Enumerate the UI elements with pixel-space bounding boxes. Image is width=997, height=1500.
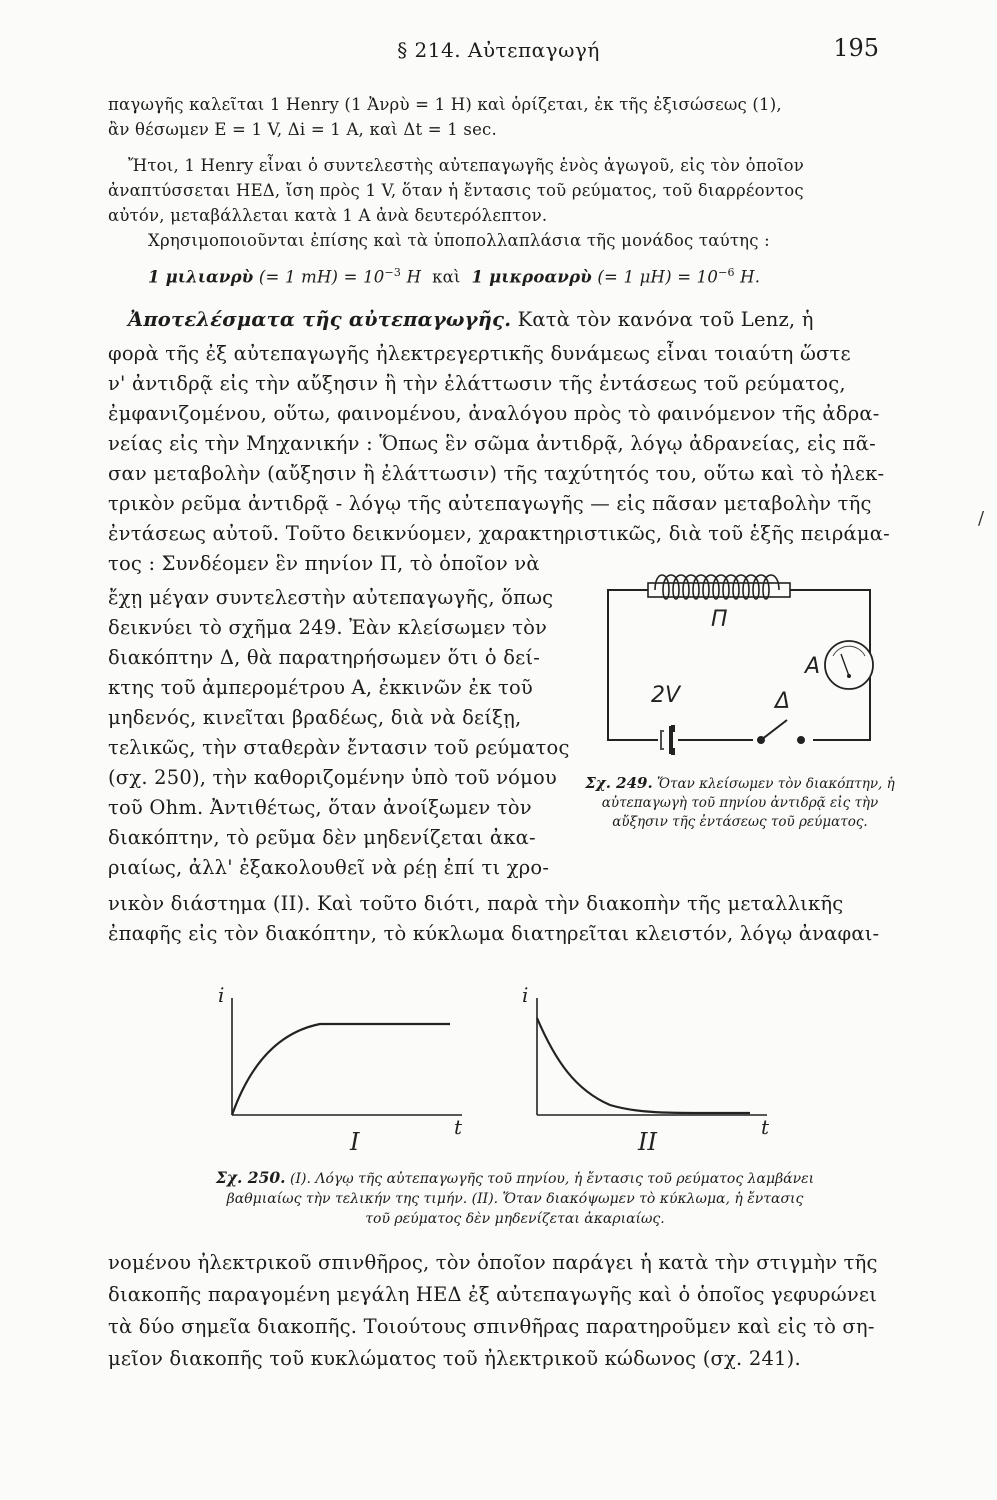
- narrow-line: (σχ. 250), τὴν καθοριζομένην ὑπὸ τοῦ νόμου: [108, 766, 557, 789]
- body-line: νικὸν διάστημα (II). Καὶ τοῦτο διότι, παρὰ τὴν διακοπὴν τῆς μεταλλικῆς: [108, 892, 844, 915]
- body-line: τος : Συνδέομεν ἓν πηνίον Π, τὸ ὁποῖον νὰ: [108, 552, 540, 575]
- ammeter-label: A: [805, 654, 821, 679]
- graph2-xlabel: t: [761, 1115, 770, 1139]
- milli-def: (= 1 mH) = 10: [258, 267, 385, 287]
- narrow-line: τελικῶς, τὴν σταθερὰν ἔντασιν τοῦ ρεύματος: [108, 736, 570, 759]
- graph1-numeral: I: [350, 1128, 360, 1156]
- figure-249-label: Σχ. 249.: [585, 774, 653, 792]
- milli-unit: H: [406, 267, 422, 287]
- narrow-line: ἔχῃ μέγαν συντελεστὴν αὐτεπαγωγῆς, ὅπως: [108, 586, 554, 609]
- figure-250-label: Σχ. 250.: [215, 1168, 286, 1187]
- graph2-curve: [537, 1018, 750, 1113]
- body-line: φορὰ τῆς ἐξ αὐτεπαγωγῆς ἠλεκτρεγερτικῆς δυνάμεως εἶναι τοιαύτη ὥστε: [108, 342, 851, 365]
- figure-249-text: Ὅταν κλείσωμεν τὸν διακόπτην, ἡ αὐτεπαγωγὴ τοῦ πηνίου ἀντιδρᾷ εἰς τὴν αὔξησιν τῆς ἐντάσεως τοῦ ρεύματος.: [601, 776, 895, 830]
- ammeter-icon: [825, 641, 873, 689]
- graph2-ylabel: i: [522, 983, 529, 1007]
- body-line: ν' ἀντιδρᾷ εἰς τὴν αὔξησιν ἢ τὴν ἐλάττωσιν τῆς ἐντάσεως τοῦ ρεύματος,: [108, 372, 846, 395]
- intro-line-4: ἀναπτύσσεται ΗΕΔ, ἴση πρὸς 1 V, ὅταν ἡ ἔντασις τοῦ ρεύματος, τοῦ διαρρέοντος: [108, 181, 804, 200]
- micro-unit: H.: [740, 267, 761, 287]
- intro-line-3: Ἤτοι, 1 Henry εἶναι ὁ συντελεστὴς αὐτεπαγωγῆς ἑνὸς ἀγωγοῦ, εἰς τὸν ὁποῖον: [128, 156, 805, 175]
- page-header: [0, 34, 997, 64]
- body-line: ἐμφανιζομένου, οὕτω, φαινομένου, ἀναλόγου πρὸς τὸ φαινόμενον τῆς ἀδρα-: [108, 402, 880, 425]
- narrow-line: ριαίως, ἀλλ' ἐξακολουθεῖ νὰ ρέῃ ἐπί τι χρο-: [108, 856, 550, 879]
- graph1-ylabel: i: [218, 983, 225, 1007]
- milli-label: 1 μιλιανρὺ: [148, 267, 254, 287]
- narrow-line: τοῦ Ohm. Ἀντιθέτως, ὅταν ἀνοίξωμεν τὸν: [108, 796, 532, 819]
- closing-line: μεῖον διακοπῆς τοῦ κυκλώματος τοῦ ἠλεκτρικοῦ κώδωνος (σχ. 241).: [108, 1347, 801, 1370]
- graph1-curve: [232, 1024, 450, 1115]
- graph2-numeral: II: [638, 1128, 657, 1156]
- intro-line-6: Χρησιμοποιοῦνται ἐπίσης καὶ τὰ ὑποπολλαπλάσια τῆς μονάδος ταύτης :: [148, 231, 770, 250]
- intro-line-2: ἂν θέσωμεν E = 1 V, Δi = 1 A, καὶ Δt = 1 sec.: [108, 120, 497, 139]
- coil-icon: [648, 575, 790, 599]
- intro-line-5: αὐτόν, μεταβάλλεται κατὰ 1 A ἀνὰ δευτερόλεπτον.: [108, 206, 548, 225]
- page-number: 195: [833, 34, 879, 62]
- intro-line-1: παγωγῆς καλεῖται 1 Henry (1 Ἀνρὺ = 1 H) καὶ ὁρίζεται, ἐκ τῆς ἐξισώσεως (1),: [108, 95, 782, 114]
- units-and: καὶ: [432, 267, 461, 287]
- narrow-line: διακόπτην Δ, θὰ παρατηρήσωμεν ὅτι ὁ δεί-: [108, 646, 541, 669]
- closing-line: διακοπῆς παραγομένη μεγάλη ΗΕΔ ἐξ αὐτεπαγωγῆς καὶ ὁ ὁποῖος γεφυρώνει: [108, 1283, 878, 1306]
- figure-249-caption: [585, 774, 895, 832]
- switch-label: Δ: [775, 689, 791, 714]
- switch-icon: [753, 720, 813, 747]
- figure-250-caption: [215, 1168, 815, 1229]
- body-line: σαν μεταβολὴν (αὔξησιν ἢ ἐλάττωσιν) τῆς ταχύτητός του, οὕτω καὶ τὸ ἠλεκ-: [108, 462, 885, 485]
- circuit-diagram: [603, 570, 885, 770]
- micro-def: (= 1 μH) = 10: [597, 267, 719, 287]
- body-line: νείας εἰς τὴν Μηχανικήν : Ὅπως ἓν σῶμα ἀντιδρᾷ, λόγῳ ἀδρανείας, εἰς πᾶ-: [108, 432, 876, 455]
- figure-250-text: (I). Λόγῳ τῆς αὐτεπαγωγῆς τοῦ πηνίου, ἡ ἔντασις τοῦ ρεύματος λαμβάνει βαθμιαίως τὴν τελικήν της τιμήν. (II). Ὅταν διακόψωμεν τὸ κύκλωμα, ἡ ἔντασις τοῦ ρεύματος δὲν μηδενίζεται ἀκαριαίως.: [226, 1171, 815, 1227]
- battery-icon: [658, 725, 678, 755]
- units-line: [148, 260, 760, 290]
- running-title: § 214. Αὐτεπαγωγή: [397, 38, 600, 62]
- section-first-line-rest: Κατὰ τὸν κανόνα τοῦ Lenz, ἡ: [511, 308, 814, 331]
- narrow-line: κτης τοῦ ἀμπερομέτρου A, ἐκκινῶν ἐκ τοῦ: [108, 676, 533, 699]
- section-heading: Ἀποτελέσματα τῆς αὐτεπαγωγῆς.: [128, 308, 512, 331]
- closing-line: νομένου ἠλεκτρικοῦ σπινθῆρος, τὸν ὁποῖον παράγει ἡ κατὰ τὴν στιγμὴν τῆς: [108, 1251, 878, 1274]
- micro-exp: −6: [718, 266, 735, 279]
- narrow-line: μηδενός, κινεῖται βραδέως, διὰ νὰ δείξῃ,: [108, 706, 522, 729]
- graph1-xlabel: t: [454, 1115, 463, 1139]
- coil-label: Π: [711, 607, 728, 632]
- micro-label: 1 μικροανρὺ: [471, 267, 592, 287]
- narrow-line: δεικνύει τὸ σχῆμα 249. Ἐὰν κλείσωμεν τὸν: [108, 616, 548, 639]
- body-line: ἐπαφῆς εἰς τὸν διακόπτην, τὸ κύκλωμα διατηρεῖται κλειστόν, λόγῳ ἀναφαι-: [108, 922, 880, 945]
- section-first-line: [128, 305, 814, 335]
- body-line: ἐντάσεως αὐτοῦ. Τοῦτο δεικνύομεν, χαρακτηριστικῶς, διὰ τοῦ ἑξῆς πειράμα-: [108, 522, 890, 545]
- narrow-line: διακόπτην, τὸ ρεῦμα δὲν μηδενίζεται ἀκα-: [108, 826, 536, 849]
- closing-line: τὰ δύο σημεῖα διακοπῆς. Τοιούτους σπινθῆρας παρατηροῦμεν καὶ εἰς τὸ ση-: [108, 1315, 875, 1338]
- current-graphs: [210, 980, 790, 1160]
- milli-exp: −3: [384, 266, 402, 279]
- body-line: τρικὸν ρεῦμα ἀντιδρᾷ - λόγῳ τῆς αὐτεπαγωγῆς — εἰς πᾶσαν μεταβολὴν τῆς: [108, 492, 872, 515]
- battery-label: 2V: [651, 683, 681, 708]
- margin-mark: /: [978, 508, 985, 529]
